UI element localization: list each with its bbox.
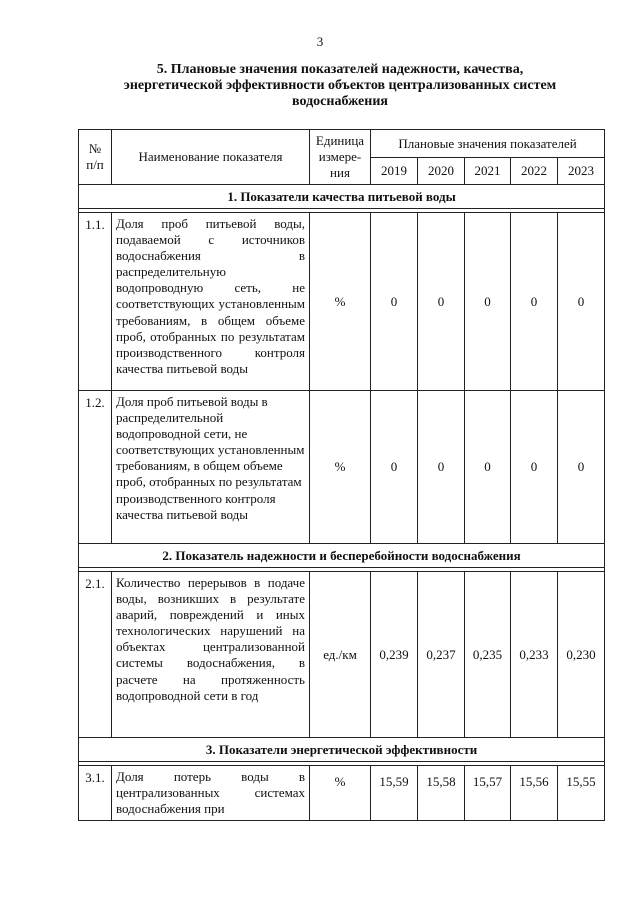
table-row [79, 391, 605, 544]
row-unit: % [310, 391, 371, 544]
row-value: 0,239 [371, 572, 418, 738]
row-value: 15,59 [371, 766, 418, 821]
row-value: 0,230 [558, 572, 605, 738]
row-unit: % [310, 213, 371, 391]
header-num: № п/п [79, 130, 112, 185]
row-number: 3.1. [79, 766, 112, 821]
table-row [79, 766, 605, 821]
document-title: 5. Плановые значения показателей надежности, качества, энергетической эффективности объектов централизованных систем водоснабжения [123, 62, 557, 109]
row-value: 15,57 [465, 766, 511, 821]
row-name: Количество перерывов в подаче воды, возникших в результате аварий, повреждений и иных технологических нарушений на объектах централизованной системы водоснабжения, в расчете на протяженность водопроводной сети в год [112, 572, 310, 738]
row-name: Доля проб питьевой воды в распределительной водопроводной сети, не соответствующих установленным требованиям, в общем объеме проб, отобранных по результатам производственного контроля качества питьевой воды [112, 391, 310, 544]
header-unit: Единица измере-ния [310, 130, 371, 185]
row-value: 15,55 [558, 766, 605, 821]
row-value: 0 [558, 213, 605, 391]
row-number: 2.1. [79, 572, 112, 738]
header-name: Наименование показателя [112, 130, 310, 185]
row-value: 15,58 [418, 766, 465, 821]
row-value: 0 [371, 213, 418, 391]
indicators-table [78, 129, 605, 821]
row-value: 0 [465, 391, 511, 544]
header-year: 2021 [465, 158, 511, 185]
header-year: 2020 [418, 158, 465, 185]
row-unit: % [310, 766, 371, 821]
header-year: 2022 [511, 158, 558, 185]
row-value: 0 [511, 391, 558, 544]
section-title: 1. Показатели качества питьевой воды [79, 185, 605, 209]
row-value: 0 [418, 391, 465, 544]
row-value: 0,233 [511, 572, 558, 738]
row-value: 0 [465, 213, 511, 391]
header-planned: Плановые значения показателей [371, 130, 605, 158]
row-value: 0,237 [418, 572, 465, 738]
row-number: 1.2. [79, 391, 112, 544]
row-number: 1.1. [79, 213, 112, 391]
row-name: Доля потерь воды в централизованных системах водоснабжения при [112, 766, 310, 821]
section-title: 3. Показатели энергетической эффективности [79, 738, 605, 762]
table-row [79, 213, 605, 391]
row-value: 0 [418, 213, 465, 391]
row-value: 0 [558, 391, 605, 544]
section-title: 2. Показатель надежности и бесперебойности водоснабжения [79, 544, 605, 568]
row-value: 0 [371, 391, 418, 544]
header-year: 2023 [558, 158, 605, 185]
row-unit: ед./км [310, 572, 371, 738]
table-row [79, 572, 605, 738]
header-year: 2019 [371, 158, 418, 185]
row-value: 0 [511, 213, 558, 391]
row-name: Доля проб питьевой воды, подаваемой с источников водоснабжения в распределительную водопроводную сеть, не соответствующих установленным требованиям, в общем объеме проб, отобранных по результатам производственного контроля качества питьевой воды [112, 213, 310, 391]
row-value: 15,56 [511, 766, 558, 821]
page-number: 3 [316, 34, 324, 49]
row-value: 0,235 [465, 572, 511, 738]
